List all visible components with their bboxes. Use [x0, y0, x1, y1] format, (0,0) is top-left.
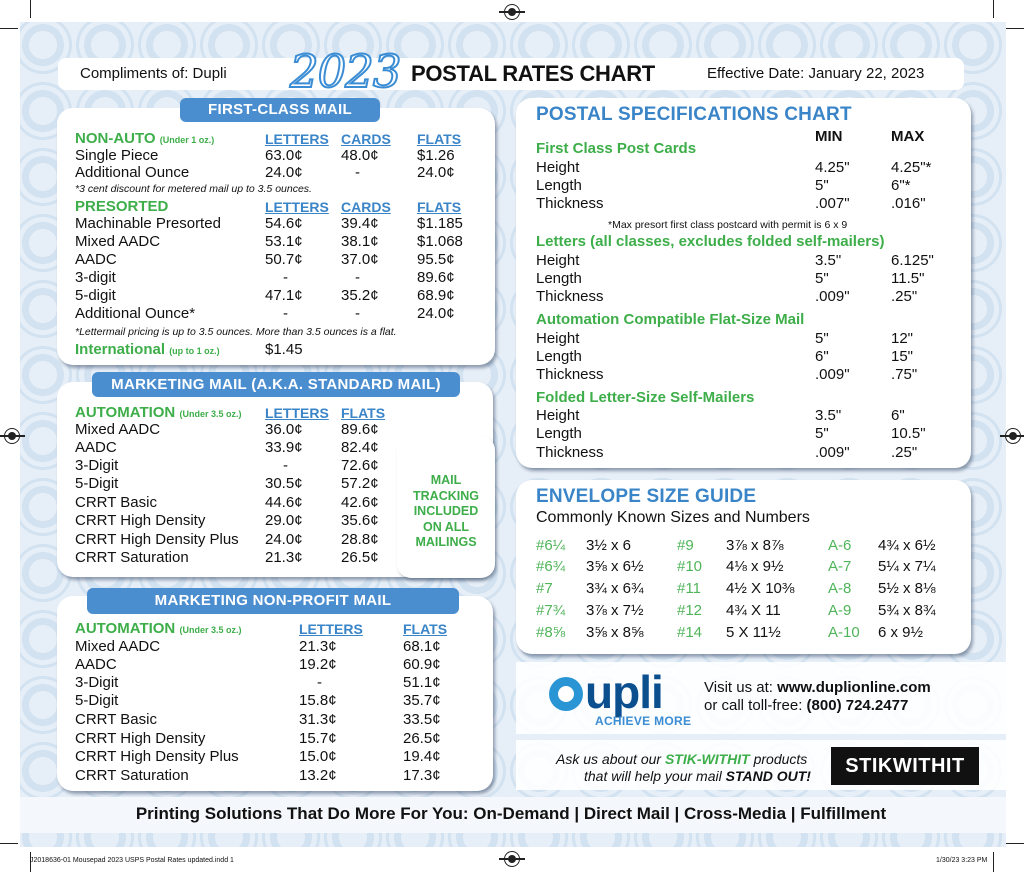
rate-letters: 21.3¢ [265, 549, 303, 566]
rate-letters: 24.0¢ [265, 164, 303, 181]
spec-group-title: First Class Post Cards [536, 140, 697, 157]
spec-max: 12" [891, 330, 914, 347]
rate-letters: 24.0¢ [265, 531, 303, 548]
rate-flats: 68.1¢ [403, 638, 441, 655]
spec-max: 15" [891, 348, 914, 365]
spec-group-title: Letters (all classes, excludes folded self-mailers) [536, 233, 885, 250]
spec-label: Height [536, 159, 580, 176]
spec-label: Thickness [536, 288, 604, 305]
envelope-size: 3⅝ x 6½ [586, 558, 644, 575]
rate-letters: - [283, 305, 288, 322]
rate-flats: 57.2¢ [341, 475, 379, 492]
rate-letters: 50.7¢ [265, 251, 303, 268]
rate-letters: 15.7¢ [299, 730, 337, 747]
spec-min: 6" [815, 348, 829, 365]
rate-label: 5-Digit [75, 475, 119, 492]
rate-label: Machinable Presorted [75, 215, 221, 232]
col-flats: FLATS [403, 621, 448, 637]
spec-min: 4.25" [815, 159, 850, 176]
rate-letters: 53.1¢ [265, 233, 303, 250]
spec-max: .75" [891, 366, 918, 383]
rate-cards: 39.4¢ [341, 215, 379, 232]
spec-min: 3.5" [815, 407, 842, 424]
envelope-size: 4⅛ x 9½ [726, 558, 784, 575]
rate-letters: 29.0¢ [265, 512, 303, 529]
envelope-size: 3⅞ x 8⅞ [726, 537, 784, 554]
rate-flats: 72.6¢ [341, 457, 379, 474]
discount-note: *3 cent discount for metered mail up to 3.5 ounces. [75, 183, 312, 195]
spec-label: Length [536, 270, 582, 287]
presorted-heading: PRESORTED [75, 198, 169, 215]
crop-mark [30, 0, 31, 18]
rate-flats: 68.9¢ [417, 287, 455, 304]
rate-label: 3-Digit [75, 674, 119, 691]
envelope-number: A-9 [828, 602, 852, 619]
rate-label: Mixed AADC [75, 421, 161, 438]
rate-label: 3-Digit [75, 457, 119, 474]
crop-mark [1006, 28, 1024, 29]
spec-max: 4.25"* [891, 159, 932, 176]
rate-label: Mixed AADC [75, 638, 161, 655]
col-cards: CARDS [341, 131, 391, 147]
lettermail-note: *Lettermail pricing is up to 3.5 ounces. More than 3.5 ounces is a flat. [75, 326, 397, 338]
rate-letters: 47.1¢ [265, 287, 303, 304]
slug-right: 1/30/23 3:23 PM [936, 857, 988, 864]
col-letters: LETTERS [265, 405, 329, 421]
col-letters: LETTERS [299, 621, 363, 637]
rate-letters: 21.3¢ [299, 638, 337, 655]
rate-label: CRRT Basic [75, 711, 157, 728]
rate-label: Additional Ounce* [75, 305, 196, 322]
envelope-size: 3⅝ x 8⅝ [586, 624, 644, 641]
crop-mark [993, 0, 994, 18]
rate-label: 3-digit [75, 269, 116, 286]
postcard-note: *Max presort first class postcard with permit is 6 x 9 [608, 219, 848, 231]
nonauto-heading: NON-AUTO (Under 1 oz.) [75, 130, 215, 147]
envelope-size: 3½ x 6 [586, 537, 632, 554]
international-heading: International (up to 1 oz.) [75, 341, 220, 358]
stikwithit-logo: STIKWITHIT [831, 747, 979, 785]
envelope-number: A-7 [828, 558, 852, 575]
nonprofit-banner: MARKETING NON-PROFIT MAIL [87, 588, 459, 614]
rate-letters: - [283, 457, 288, 474]
crop-mark [0, 843, 18, 844]
col-letters: LETTERS [265, 199, 329, 215]
envelope-number: A-10 [828, 624, 860, 641]
envelope-number: #12 [677, 602, 703, 619]
spec-max: 10.5" [891, 425, 926, 442]
dupli-d-icon [549, 677, 583, 711]
slug-left: J2018636-01 Mousepad 2023 USPS Postal Rates updated.indd 1 [30, 857, 234, 864]
envelope-size: 6 x 9½ [878, 624, 924, 641]
year-title: 2023 [290, 45, 401, 98]
rate-flats: 26.5¢ [403, 730, 441, 747]
rate-letters: 30.5¢ [265, 475, 303, 492]
rate-letters: 63.0¢ [265, 147, 303, 164]
spec-min: .007" [815, 195, 850, 212]
spec-min: 3.5" [815, 252, 842, 269]
col-max: MAX [891, 128, 925, 145]
rate-label: AADC [75, 251, 117, 268]
envelope-number: #6¾ [536, 558, 566, 575]
spec-label: Length [536, 348, 582, 365]
col-flats: FLATS [341, 405, 386, 421]
spec-max: .25" [891, 288, 918, 305]
website-link[interactable]: www.duplionline.com [777, 679, 931, 696]
spec-label: Length [536, 425, 582, 442]
rate-letters: - [283, 269, 288, 286]
rate-flats: $1.26 [417, 147, 455, 164]
spec-max: 6" [891, 407, 905, 424]
registration-mark-icon [504, 4, 520, 20]
rate-cards: 35.2¢ [341, 287, 379, 304]
rate-flats: 28.8¢ [341, 531, 379, 548]
stik-line-2: that will help your mail STAND OUT! [584, 768, 811, 784]
spec-label: Height [536, 252, 580, 269]
rate-label: CRRT Saturation [75, 767, 189, 784]
crop-mark [0, 28, 18, 29]
tracking-text: MAIL TRACKING INCLUDED ON ALL MAILINGS [413, 473, 479, 549]
crop-mark [993, 852, 994, 872]
footer-tagline: Printing Solutions That Do More For You: On-Demand | Direct Mail | Cross-Media | Fulfillment [135, 804, 887, 823]
rate-letters: 15.8¢ [299, 692, 337, 709]
rate-flats: 60.9¢ [403, 656, 441, 673]
automation-heading: AUTOMATION (Under 3.5 oz.) [75, 620, 242, 637]
visit-line: Visit us at: www.duplionline.com [704, 679, 931, 696]
rate-letters: 36.0¢ [265, 421, 303, 438]
rate-letters: 44.6¢ [265, 494, 303, 511]
dupli-logo: upli [549, 665, 663, 719]
rate-flats: 26.5¢ [341, 549, 379, 566]
automation-heading: AUTOMATION (Under 3.5 oz.) [75, 404, 242, 421]
registration-mark-icon [504, 851, 520, 867]
rate-cards: 37.0¢ [341, 251, 379, 268]
envelope-number: #6¼ [536, 537, 566, 554]
rate-flats: 24.0¢ [417, 164, 455, 181]
rate-label: CRRT High Density Plus [75, 748, 239, 765]
rate-flats: 24.0¢ [417, 305, 455, 322]
col-cards: CARDS [341, 199, 391, 215]
spec-max: 6"* [891, 177, 911, 194]
rate-cards: 48.0¢ [341, 147, 379, 164]
rate-label: Additional Ounce [75, 164, 190, 181]
envelope-subtitle: Commonly Known Sizes and Numbers [536, 509, 810, 526]
registration-mark-icon [4, 428, 20, 444]
spec-label: Height [536, 407, 580, 424]
rate-flats: 17.3¢ [403, 767, 441, 784]
compliments-text: Compliments of: Dupli [80, 65, 227, 82]
rate-flats: 82.4¢ [341, 439, 379, 456]
rate-label: AADC [75, 439, 117, 456]
envelope-size: 4½ X 10⅜ [726, 580, 795, 597]
envelope-number: #9 [677, 537, 694, 554]
envelope-size: 4¾ X 11 [726, 602, 781, 619]
envelope-title: ENVELOPE SIZE GUIDE [536, 486, 757, 507]
first-class-banner: FIRST-CLASS MAIL [180, 98, 380, 122]
envelope-size: 5¾ x 8¾ [878, 602, 936, 619]
spec-label: Height [536, 330, 580, 347]
rate-letters: 13.2¢ [299, 767, 337, 784]
envelope-number: A-8 [828, 580, 852, 597]
rate-letters: 15.0¢ [299, 748, 337, 765]
spec-min: .009" [815, 288, 850, 305]
rate-flats: $1.185 [417, 215, 463, 232]
rate-label: 5-Digit [75, 692, 119, 709]
spec-min: 5" [815, 425, 829, 442]
col-letters: LETTERS [265, 131, 329, 147]
rate-label: CRRT High Density Plus [75, 531, 239, 548]
rate-label: CRRT Basic [75, 494, 157, 511]
spec-max: .016" [891, 195, 926, 212]
spec-max: 11.5" [891, 270, 925, 287]
envelope-number: #8⅝ [536, 624, 566, 641]
spec-min: 5" [815, 177, 829, 194]
rate-flats: 89.6¢ [417, 269, 455, 286]
registration-mark-icon [1005, 428, 1021, 444]
rate-letters: 33.9¢ [265, 439, 303, 456]
rate-label: Single Piece [75, 147, 159, 164]
rate-flats: 19.4¢ [403, 748, 441, 765]
rate-cards: - [355, 305, 360, 322]
rate-flats: 51.1¢ [403, 674, 441, 691]
rate-flats: 95.5¢ [417, 251, 455, 268]
effective-date: Effective Date: January 22, 2023 [707, 65, 925, 82]
spec-label: Length [536, 177, 582, 194]
rate-flats: 35.7¢ [403, 692, 441, 709]
rate-letters: - [317, 674, 322, 691]
envelope-number: A-6 [828, 537, 852, 554]
envelope-number: #11 [677, 580, 701, 597]
spec-label: Thickness [536, 366, 604, 383]
spec-min: .009" [815, 366, 850, 383]
specs-title: POSTAL SPECIFICATIONS CHART [536, 104, 852, 125]
envelope-size: 3⅞ x 7½ [586, 602, 644, 619]
envelope-number: #14 [677, 624, 703, 641]
rate-cards: - [355, 269, 360, 286]
rate-flats: 35.6¢ [341, 512, 379, 529]
spec-label: Thickness [536, 195, 604, 212]
col-flats: FLATS [417, 131, 462, 147]
rate-letters: 54.6¢ [265, 215, 303, 232]
stik-line-1: Ask us about our STIK-WITHIT products [556, 751, 808, 767]
spec-min: 5" [815, 270, 829, 287]
spec-min: .009" [815, 444, 850, 461]
crop-mark [1006, 843, 1024, 844]
envelope-size: 5½ x 8⅛ [878, 580, 936, 597]
rate-flats: 89.6¢ [341, 421, 379, 438]
envelope-number: #7¾ [536, 602, 566, 619]
spec-max: 6.125" [891, 252, 934, 269]
rate-label: CRRT High Density [75, 512, 206, 529]
rate-letters: 31.3¢ [299, 711, 337, 728]
spec-label: Thickness [536, 444, 604, 461]
col-min: MIN [815, 128, 843, 145]
spec-group-title: Folded Letter-Size Self-Mailers [536, 389, 755, 406]
call-line: or call toll-free: (800) 724.2477 [704, 697, 909, 714]
rate-cards: - [355, 164, 360, 181]
envelope-size: 3¾ x 6¾ [586, 580, 644, 597]
col-flats: FLATS [417, 199, 462, 215]
envelope-number: #7 [536, 580, 553, 597]
envelope-size: 4¾ x 6½ [878, 537, 936, 554]
rate-label: AADC [75, 656, 117, 673]
spec-max: .25" [891, 444, 918, 461]
page-title: POSTAL RATES CHART [411, 61, 655, 86]
rate-label: CRRT High Density [75, 730, 206, 747]
spec-group-title: Automation Compatible Flat-Size Mail [536, 311, 805, 328]
rate-flats: 33.5¢ [403, 711, 441, 728]
marketing-mail-banner: MARKETING MAIL (A.K.A. STANDARD MAIL) [92, 372, 460, 397]
rate-label: 5-digit [75, 287, 116, 304]
rate-flats: $1.068 [417, 233, 463, 250]
rate-label: CRRT Saturation [75, 549, 189, 566]
rate-cards: 38.1¢ [341, 233, 379, 250]
envelope-size: 5 X 11½ [726, 624, 781, 641]
international-rate: $1.45 [265, 341, 303, 358]
rate-flats: 42.6¢ [341, 494, 379, 511]
rate-letters: 19.2¢ [299, 656, 337, 673]
rate-label: Mixed AADC [75, 233, 161, 250]
envelope-size: 5¼ x 7¼ [878, 558, 936, 575]
envelope-number: #10 [677, 558, 703, 575]
spec-min: 5" [815, 330, 829, 347]
phone-number[interactable]: (800) 724.2477 [806, 697, 909, 714]
tagline: ACHIEVE MORE [595, 714, 692, 728]
